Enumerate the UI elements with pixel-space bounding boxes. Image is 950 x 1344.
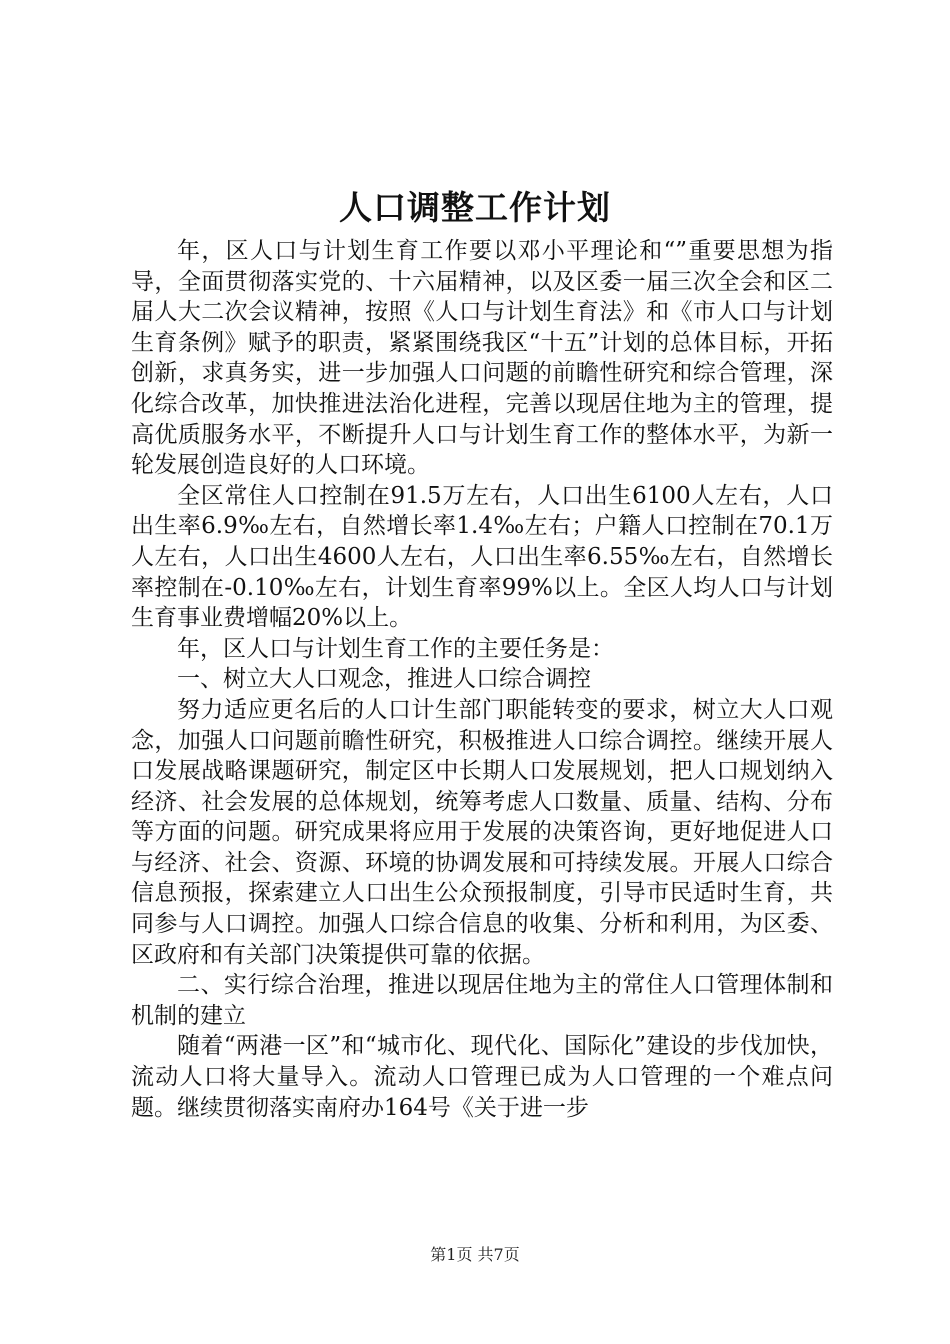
paragraph: 年，区人口与计划生育工作要以邓小平理论和“”重要思想为指导，全面贯彻落实党的、十六届精神，以及区委一届三次全会和区二届人大二次会议精神，按照《人口与计划生育法》和《市人口与计划生育条例》赋予的职责，紧紧围绕我区“十五”计划的总体目标，开拓创新，求真务实，进一步加强人口问题的前瞻性研究和综合管理，深化综合改革，加快推进法治化进程，完善以现居住地为主的管理，提高优质服务水平，不断提升人口与计划生育工作的整体水平，为新一轮发展创造良好的人口环境。 [131, 238, 833, 479]
paragraph: 全区常住人口控制在91.5万左右，人口出生6100人左右，人口出生率6.9‰左右，自然增长率1.4‰左右；户籍人口控制在70.1万人左右，人口出生4600人左右，人口出生率6.55‰左右，自然增长率控制在-0.10‰左右，计划生育率99%以上。全区人均人口与计划生育事业费增幅20%以上。 [131, 482, 833, 632]
paragraph: 努力适应更名后的人口计生部门职能转变的要求，树立大人口观念，加强人口问题前瞻性研究，积极推进人口综合调控。继续开展人口发展战略课题研究，制定区中长期人口发展规划，把人口规划纳入经济、社会发展的总体规划，统筹考虑人口数量、质量、结构、分布等方面的问题。研究成果将应用于发展的决策咨询，更好地促进人口与经济、社会、资源、环境的协调发展和可持续发展。开展人口综合信息预报，探索建立人口出生公众预报制度，引导市民适时生育，共同参与人口调控。加强人口综合信息的收集、分析和利用，为区委、区政府和有关部门决策提供可靠的依据。 [131, 696, 833, 968]
paragraph: 年，区人口与计划生育工作的主要任务是： [177, 635, 614, 662]
paragraph: 随着“两港一区”和“城市化、现代化、国际化”建设的步伐加快，流动人口将大量导入。流动人口管理已成为人口管理的一个难点问题。继续贯彻落实南府办164号《关于进一步 [131, 1033, 833, 1121]
section-heading: 一、树立大人口观念，推进人口综合调控 [177, 666, 591, 693]
section-heading: 二、实行综合治理，推进以现居住地为主的常住人口管理体制和机制的建立 [131, 972, 833, 1029]
page-footer: 第1页 共7页 [430, 1245, 520, 1264]
document-title: 人口调整工作计划 [339, 188, 611, 227]
document-body [131, 236, 833, 1123]
